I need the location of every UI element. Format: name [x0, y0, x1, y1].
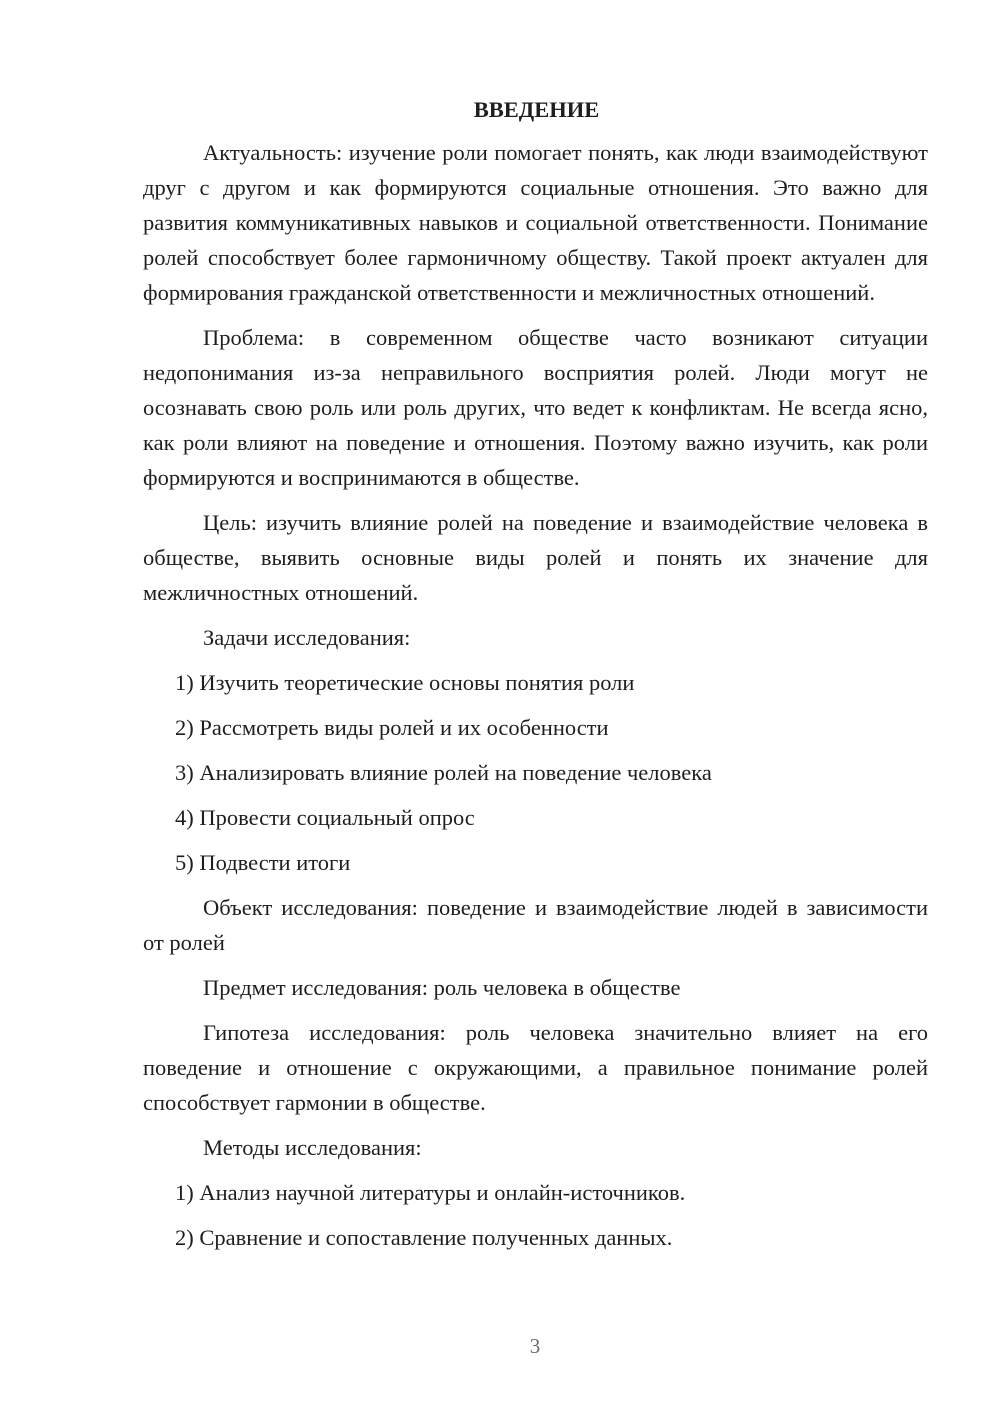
subject-paragraph: Предмет исследования: роль человека в обществе	[203, 975, 681, 1000]
page-number: 3	[529, 1334, 541, 1358]
relevance-paragraph: Актуальность: изучение роли помогает понять, как люди взаимодействуют друг с другом и как формируются социальные отношения. Это важно для развития коммуникативных навыков и социальной ответственности. Понимание ролей способствует более гармоничному обществу. Такой проект актуален для формирования гражданской ответственности и межличностных отношений.	[143, 140, 928, 305]
tasks-list	[143, 665, 928, 880]
task-item: 5) Подвести итоги	[175, 850, 351, 875]
methods-list	[143, 1175, 928, 1255]
goal-paragraph: Цель: изучить влияние ролей на поведение и взаимодействие человека в обществе, выявить основные виды ролей и понять их значение для межличностных отношений.	[143, 510, 928, 605]
hypothesis-paragraph: Гипотеза исследования: роль человека значительно влияет на его поведение и отношение с окружающими, а правильное понимание ролей способствует гармонии в обществе.	[143, 1020, 928, 1115]
methods-title: Методы исследования:	[203, 1135, 422, 1160]
method-item: 1) Анализ научной литературы и онлайн-источников.	[175, 1180, 686, 1205]
method-item: 2) Сравнение и сопоставление полученных данных.	[175, 1225, 673, 1250]
problem-paragraph: Проблема: в современном обществе часто возникают ситуации недопонимания из-за неправильного восприятия ролей. Люди могут не осознавать свою роль или роль других, что ведет к конфликтам. Не всегда ясно, как роли влияют на поведение и отношения. Поэтому важно изучить, как роли формируются и воспринимаются в обществе.	[143, 325, 928, 490]
task-item: 2) Рассмотреть виды ролей и их особенности	[175, 715, 609, 740]
section-heading: ВВЕДЕНИЕ	[473, 97, 600, 122]
task-item: 3) Анализировать влияние ролей на поведение человека	[175, 760, 712, 785]
task-item: 1) Изучить теоретические основы понятия роли	[175, 670, 635, 695]
tasks-title: Задачи исследования:	[203, 625, 411, 650]
object-paragraph: Объект исследования: поведение и взаимодействие людей в зависимости от ролей	[143, 895, 928, 955]
page-content	[143, 95, 928, 1265]
task-item: 4) Провести социальный опрос	[175, 805, 475, 830]
